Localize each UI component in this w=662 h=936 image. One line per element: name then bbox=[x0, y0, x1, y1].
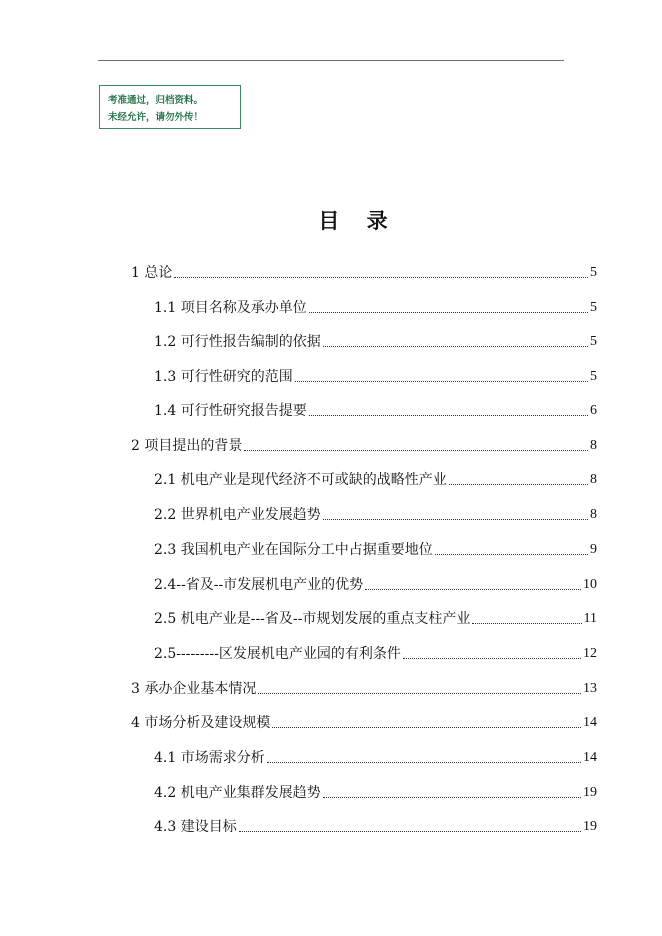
toc-entry[interactable] bbox=[131, 262, 597, 282]
toc-entry[interactable] bbox=[154, 297, 597, 317]
toc-entry-page: 5 bbox=[590, 369, 597, 384]
toc-leader-dots bbox=[258, 693, 581, 694]
toc-entry-label: 1.2 可行性报告编制的依据 bbox=[154, 334, 321, 350]
toc-leader-dots bbox=[239, 831, 581, 832]
toc-entry-label: 4.1 市场需求分析 bbox=[154, 750, 265, 766]
toc-entry-label: 4.3 建设目标 bbox=[154, 819, 237, 835]
toc-entry-page: 19 bbox=[583, 819, 597, 834]
toc-entry[interactable] bbox=[154, 504, 597, 524]
toc-entry[interactable] bbox=[131, 678, 597, 698]
toc-entry-label: 4 市场分析及建设规模 bbox=[131, 715, 271, 731]
toc-entry[interactable] bbox=[131, 712, 597, 732]
toc-leader-dots bbox=[449, 484, 588, 485]
toc-leader-dots bbox=[174, 277, 588, 278]
toc-entry-page: 6 bbox=[590, 403, 597, 418]
toc-entry-page: 19 bbox=[583, 785, 597, 800]
toc-leader-dots bbox=[472, 623, 581, 624]
toc-entry[interactable] bbox=[154, 747, 597, 767]
toc-entry-page: 13 bbox=[583, 681, 597, 696]
toc-entry[interactable] bbox=[154, 539, 597, 559]
toc-entry-page: 10 bbox=[583, 577, 597, 592]
toc-entry-label: 2.5---------区发展机电产业园的有利条件 bbox=[154, 646, 401, 662]
toc-leader-dots bbox=[309, 415, 588, 416]
toc-entry-label: 1.4 可行性研究报告提要 bbox=[154, 403, 307, 419]
toc-entry-label: 1 总论 bbox=[131, 265, 173, 281]
toc-entry-label: 2.2 世界机电产业发展趋势 bbox=[154, 507, 321, 523]
stamp-line-2: 未经允许，请勿外传！ bbox=[108, 112, 204, 123]
toc-entry[interactable] bbox=[154, 608, 597, 628]
toc-entry-label: 2 项目提出的背景 bbox=[131, 438, 243, 454]
toc-entry-label: 1.1 项目名称及承办单位 bbox=[154, 300, 307, 316]
toc-leader-dots bbox=[323, 797, 581, 798]
toc-entry-label: 4.2 机电产业集群发展趋势 bbox=[154, 785, 321, 801]
toc-leader-dots bbox=[267, 762, 581, 763]
toc-leader-dots bbox=[295, 381, 588, 382]
toc-leader-dots bbox=[403, 658, 581, 659]
toc-entry-label: 2.5 机电产业是---省及--市规划发展的重点支柱产业 bbox=[154, 611, 471, 627]
toc-leader-dots bbox=[272, 727, 581, 728]
toc-leader-dots bbox=[323, 519, 588, 520]
toc-leader-dots bbox=[323, 346, 588, 347]
toc-entry-label: 2.1 机电产业是现代经济不可或缺的战略性产业 bbox=[154, 472, 447, 488]
toc-entry-page: 11 bbox=[583, 611, 597, 626]
toc-entry[interactable] bbox=[154, 782, 597, 802]
toc-title: 目 录 bbox=[318, 209, 398, 233]
toc-entry[interactable] bbox=[154, 643, 597, 663]
toc-entry-page: 8 bbox=[590, 472, 597, 487]
toc-entry-label: 2.3 我国机电产业在国际分工中占据重要地位 bbox=[154, 542, 433, 558]
toc-entry[interactable] bbox=[154, 469, 597, 489]
toc-entry[interactable] bbox=[154, 574, 597, 594]
toc-entry-page: 8 bbox=[590, 507, 597, 522]
toc-leader-dots bbox=[244, 450, 588, 451]
toc-entry-page: 14 bbox=[583, 715, 597, 730]
toc-entry-label: 2.4--省及--市发展机电产业的优势 bbox=[154, 577, 364, 593]
toc-leader-dots bbox=[435, 554, 588, 555]
toc-leader-dots bbox=[309, 312, 588, 313]
toc-entry-label: 1.3 可行性研究的范围 bbox=[154, 369, 293, 385]
toc-leader-dots bbox=[365, 589, 581, 590]
toc-entry-page: 12 bbox=[583, 646, 597, 661]
toc-entry-page: 5 bbox=[590, 300, 597, 315]
toc-entry[interactable] bbox=[154, 816, 597, 836]
toc-entry-page: 5 bbox=[590, 334, 597, 349]
toc-entry-page: 5 bbox=[590, 265, 597, 280]
toc-entry-page: 9 bbox=[590, 542, 597, 557]
toc-entry-label: 3 承办企业基本情况 bbox=[131, 681, 257, 697]
toc-entry-page: 8 bbox=[590, 438, 597, 453]
confidential-stamp bbox=[99, 85, 241, 129]
stamp-line-1: 考准通过，归档资料。 bbox=[108, 95, 204, 106]
toc-entry[interactable] bbox=[154, 366, 597, 386]
toc-entry[interactable] bbox=[131, 435, 597, 455]
toc-entry[interactable] bbox=[154, 331, 597, 351]
toc-entry-page: 14 bbox=[583, 750, 597, 765]
header-rule bbox=[98, 60, 564, 61]
toc-entry[interactable] bbox=[154, 400, 597, 420]
